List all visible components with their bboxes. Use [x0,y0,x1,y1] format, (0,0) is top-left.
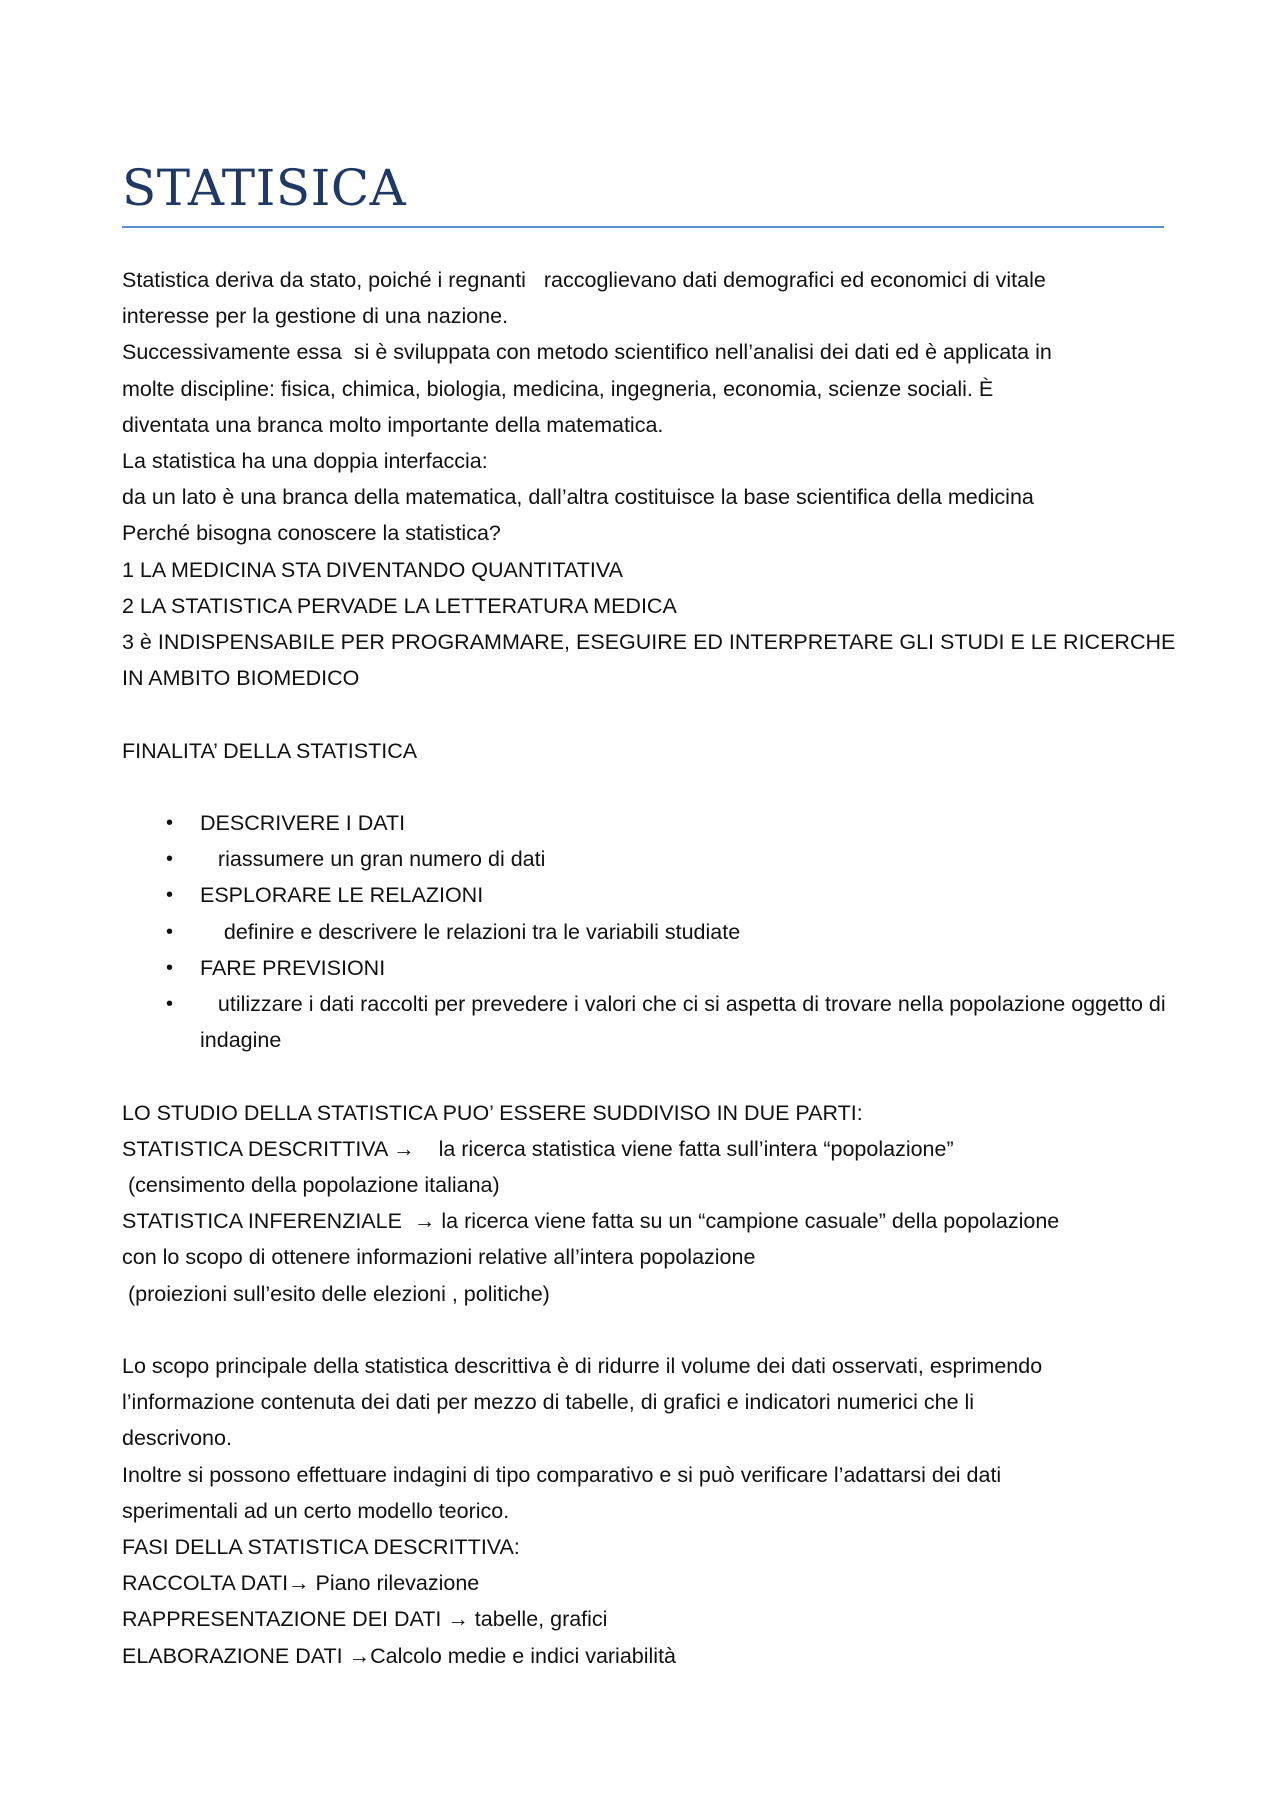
reason-line: IN AMBITO BIOMEDICO [122,666,360,691]
list-item-text: DESCRIVERE I DATI [200,811,406,836]
bullet-icon: • [166,993,174,1016]
fasi-line: RAPPRESENTAZIONE DEI DATI → tabelle, grafici [122,1607,608,1632]
intro-line: diventata una branca molto importante della matematica. [122,412,664,437]
list-item-text: riassumere un gran numero di dati [200,847,546,872]
reason-line: 2 LA STATISTICA PERVADE LA LETTERATURA MEDICA [122,593,677,618]
list-item-text: FARE PREVISIONI [200,955,386,980]
study-line: (proiezioni sull’esito delle elezioni , politiche) [122,1281,550,1306]
list-item-text: definire e descrivere le relazioni tra le variabili studiate [200,919,741,944]
study-line: STATISTICA INFERENZIALE → la ricerca viene fatta su un “campione casuale” della popolazione [122,1209,1060,1234]
intro-line: interesse per la gestione di una nazione. [122,304,509,329]
blank-line [122,1058,1172,1094]
blank-line [122,769,1172,805]
bullet-icon: • [166,956,174,979]
list-item-text: utilizzare i dati raccolti per prevedere i valori che ci si aspetta di trovare nella popolazione oggetto di indagine [200,992,1172,1053]
fasi-line: RACCOLTA DATI→ Piano rilevazione [122,1571,480,1596]
scopo-line: l’informazione contenuta dei dati per mezzo di tabelle, di grafici e indicatori numerici che li [122,1390,975,1415]
page-title: STATISICA [122,159,407,217]
intro-line: molte discipline: fisica, chimica, biologia, medicina, ingegneria, economia, scienze sociali. È [122,376,994,401]
list-item-text: ESPLORARE LE RELAZIONI [200,883,484,908]
bullet-icon: • [166,884,174,907]
scopo-line: Inoltre si possono effettuare indagini di tipo comparativo e si può verificare l’adattarsi dei dati [122,1462,1002,1487]
scopo-line: Lo scopo principale della statistica descrittiva è di ridurre il volume dei dati osservati, esprimendo [122,1354,1043,1379]
list-item [122,950,1172,986]
title-underline [122,226,1164,228]
fasi-line: ELABORAZIONE DATI →Calcolo medie e indici variabilità [122,1643,677,1668]
list-item [122,877,1172,913]
list-item [122,841,1172,877]
finalita-heading: FINALITA’ DELLA STATISTICA [122,738,418,763]
scopo-line: sperimentali ad un certo modello teorico. [122,1498,510,1523]
bullet-icon: • [166,920,174,943]
bullet-icon: • [166,848,174,871]
bullet-icon: • [166,812,174,835]
document-body [122,262,1176,1674]
list-item [122,914,1172,950]
blank-line [122,696,1172,732]
intro-line: Perché bisogna conoscere la statistica? [122,521,501,546]
intro-line: La statistica ha una doppia interfaccia: [122,449,488,474]
intro-line: Successivamente essa si è sviluppata con metodo scientifico nell’analisi dei dati ed è applicata in [122,340,1052,365]
finalita-list [122,805,1172,1058]
intro-line: da un lato è una branca della matematica, dall’altra costituisce la base scientifica della medicina [122,485,1034,510]
study-line: con lo scopo di ottenere informazioni relative all’intera popolazione [122,1245,756,1270]
study-line: LO STUDIO DELLA STATISTICA PUO’ ESSERE SUDDIVISO IN DUE PARTI: [122,1100,863,1125]
intro-line: Statistica deriva da stato, poiché i regnanti raccoglievano dati demografici ed economici di vitale [122,268,1046,292]
fasi-heading: FASI DELLA STATISTICA DESCRITTIVA: [122,1535,520,1560]
study-line: (censimento della popolazione italiana) [122,1173,500,1198]
list-item [122,986,1172,1058]
reason-line: 1 LA MEDICINA STA DIVENTANDO QUANTITATIVA [122,557,623,582]
study-line: STATISTICA DESCRITTIVA → la ricerca statistica viene fatta sull’intera “popolazione” [122,1136,954,1161]
scopo-line: descrivono. [122,1426,232,1451]
blank-line [122,1312,1172,1348]
list-item [122,805,1172,841]
reason-line: 3 è INDISPENSABILE PER PROGRAMMARE, ESEGUIRE ED INTERPRETARE GLI STUDI E LE RICERCHE [122,630,1176,655]
